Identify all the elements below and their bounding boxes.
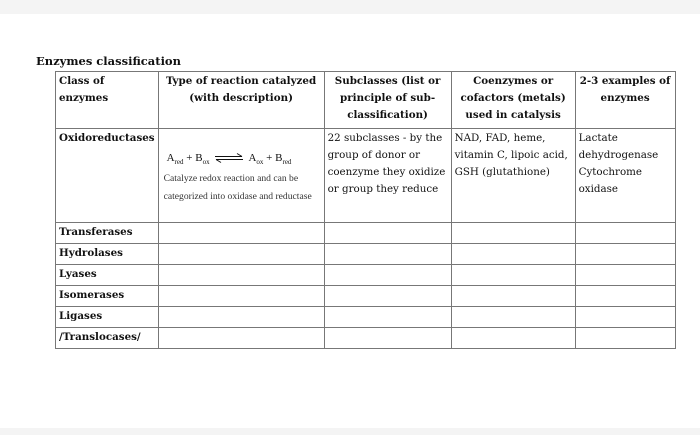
- header-examples: 2-3 examples of enzymes: [575, 72, 675, 129]
- redox-equation: $A_{red} + B_{ox}$ $A_{ox} + B_{red}$: [166, 152, 292, 167]
- class-name: Ligases: [56, 307, 159, 328]
- empty-cell[interactable]: [451, 307, 575, 328]
- empty-cell[interactable]: [451, 265, 575, 286]
- subclasses-cell: 22 subclasses - by the group of donor or coenzyme they oxidize or group they reduce: [324, 129, 451, 223]
- reaction-cell: [158, 129, 324, 223]
- header-coenzymes: Coenzymes or cofactors (metals) used in catalysis: [451, 72, 575, 129]
- header-row: [56, 72, 676, 129]
- empty-cell[interactable]: [324, 244, 451, 265]
- table-row: [56, 223, 676, 244]
- class-name: /Translocases/: [56, 328, 159, 349]
- enzymes-table: [55, 71, 676, 349]
- empty-cell[interactable]: [158, 265, 324, 286]
- empty-cell[interactable]: [324, 286, 451, 307]
- empty-cell[interactable]: [324, 265, 451, 286]
- empty-cell[interactable]: [575, 286, 675, 307]
- table-row: [56, 244, 676, 265]
- document-page: [0, 14, 700, 428]
- empty-cell[interactable]: [575, 307, 675, 328]
- header-class: Class of enzymes: [56, 72, 159, 129]
- empty-cell[interactable]: [324, 223, 451, 244]
- table-row: [56, 307, 676, 328]
- class-name: Transferases: [56, 223, 159, 244]
- class-name: Lyases: [56, 265, 159, 286]
- table-row-oxidoreductases: [56, 129, 676, 223]
- empty-cell[interactable]: [575, 328, 675, 349]
- empty-cell[interactable]: [451, 223, 575, 244]
- coenzymes-cell: NAD, FAD, heme, vitamin C, lipoic acid, GSH (glutathione): [451, 129, 575, 223]
- header-reaction-type: Type of reaction catalyzed (with description): [158, 72, 324, 129]
- empty-cell[interactable]: [324, 328, 451, 349]
- empty-cell[interactable]: [158, 307, 324, 328]
- empty-cell[interactable]: [324, 307, 451, 328]
- empty-cell[interactable]: [158, 223, 324, 244]
- empty-cell[interactable]: [451, 286, 575, 307]
- empty-cell[interactable]: [451, 328, 575, 349]
- table-row: [56, 328, 676, 349]
- empty-cell[interactable]: [575, 223, 675, 244]
- reaction-description: Catalyze redox reaction and can be categorized into oxidase and reductase: [163, 173, 312, 203]
- examples-cell: Lactate dehydrogenase Cytochrome oxidase: [575, 129, 675, 223]
- empty-cell[interactable]: [451, 244, 575, 265]
- class-name: Isomerases: [56, 286, 159, 307]
- empty-cell[interactable]: [575, 244, 675, 265]
- class-name: Oxidoreductases: [56, 129, 159, 223]
- empty-cell[interactable]: [158, 328, 324, 349]
- class-name: Hydrolases: [56, 244, 159, 265]
- empty-cell[interactable]: [575, 265, 675, 286]
- empty-cell[interactable]: [158, 286, 324, 307]
- table-row: [56, 286, 676, 307]
- table-row: [56, 265, 676, 286]
- header-subclasses: Subclasses (list or principle of sub-classification): [324, 72, 451, 129]
- equilibrium-arrow-icon: [214, 153, 244, 163]
- empty-cell[interactable]: [158, 244, 324, 265]
- document-title: Enzymes classification: [36, 54, 181, 68]
